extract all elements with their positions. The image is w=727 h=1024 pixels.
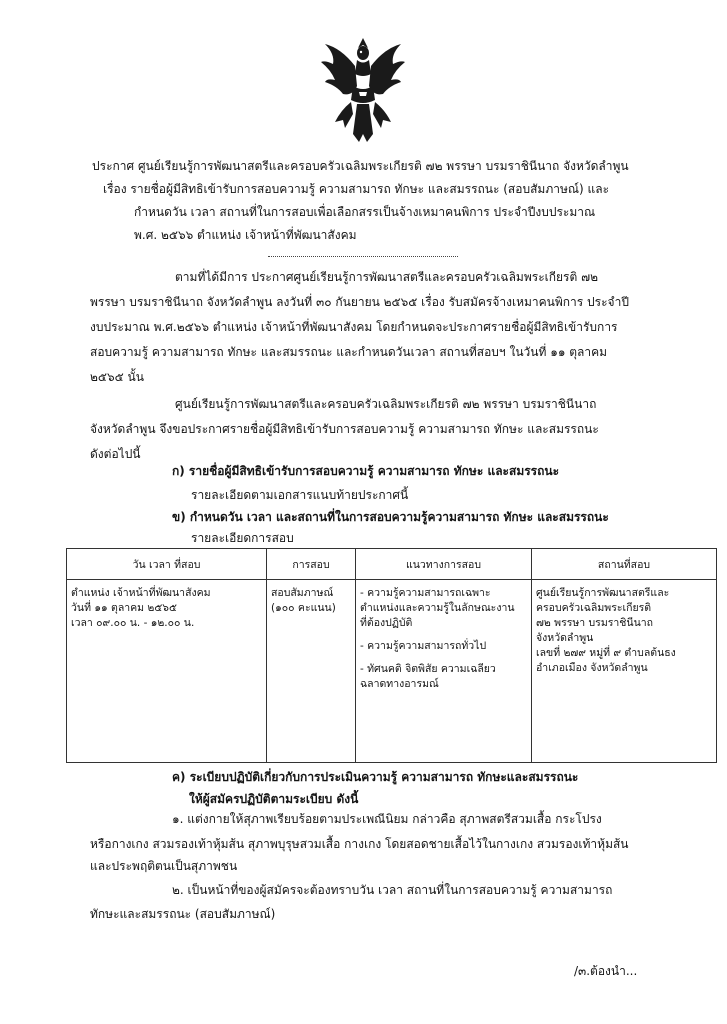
venue-line-6: อำเภอเมือง จังหวัดลำพูน [536,662,648,674]
venue-line-5: เลขที่ ๒๗๙ หมู่ที่ ๙ ตำบลต้นธง [536,647,676,659]
announce-line-1: ศูนย์เรียนรู้การพัฒนาสตรีและครอบครัวเฉลิมพระเกียรติ ๗๒ พรรษา บรมราชินีนาถ [175,397,597,411]
rule-1-line-1: ๑. แต่งกายให้สุภาพเรียบร้อยตามประเพณีนิยม กล่าวคือ สุภาพสตรีสวมเสื้อ กระโปรง [172,812,602,826]
section-c-subtitle: ให้ผู้สมัครปฏิบัติตามระเบียบ ดังนี้ [189,792,359,806]
guideline-2: - ความรู้ความสามารถทั่วไป [360,640,487,652]
intro-line-4: สอบความรู้ ความสามารถ ทักษะ และสมรรถนะ และกำหนดวันเวลา สถานที่สอบฯ ในวันที่ ๑๑ ตุลาคม [90,345,608,359]
venue-line-4: จังหวัดลำพูน [536,632,594,644]
header-exam-guideline: แนวทางการสอบ [356,549,532,580]
cell-venue [532,580,717,763]
announce-line-2: จังหวัดลำพูน จึงขอประกาศรายชื่อผู้มีสิทธิเข้ารับการสอบความรู้ ความสามารถ ทักษะ และสมรรถนะ [90,422,599,436]
garuda-emblem-icon [321,36,406,146]
rule-2-line-2: ทักษะและสมรรถนะ (สอบสัมภาษณ์) [90,907,276,921]
continued-page-marker: /๓.ต้องนำ... [574,964,638,978]
exam-time: เวลา ๐๙.๐๐ น. - ๑๒.๐๐ น. [71,617,195,629]
exam-type: สอบสัมภาษณ์ [271,587,334,599]
rule-2-line-1: ๒. เป็นหน้าที่ของผู้สมัครจะต้องทราบวัน เวลา สถานที่ในการสอบความรู้ ความสามารถ [172,883,613,897]
section-b-title: ข) กำหนดวัน เวลา และสถานที่ในการสอบความรู้ความสามารถ ทักษะ และสมรรถนะ [172,510,609,524]
header-line-2: เรื่อง รายชื่อผู้มีสิทธิเข้ารับการสอบความรู้ ความสามารถ ทักษะ และสมรรถนะ (สอบสัมภาษณ์) และ [103,182,610,196]
separator-dotted-line [268,256,458,257]
intro-line-2: พรรษา บรมราชินีนาถ จังหวัดลำพูน ลงวันที่ ๓๐ กันยายน ๒๕๖๕ เรื่อง รับสมัครจ้างเหมาคนพิการ ประจำปี [90,295,629,309]
cell-guideline [356,580,532,763]
venue-line-2: ครอบครัวเฉลิมพระเกียรติ [536,602,652,614]
header-line-1: ประกาศ ศูนย์เรียนรู้การพัฒนาสตรีและครอบครัวเฉลิมพระเกียรติ ๗๒ พรรษา บรมราชินีนาถ จังหวัดลำพูน [92,159,629,173]
cell-exam-type [267,580,356,763]
guideline-3b: ฉลาดทางอารมณ์ [360,678,439,690]
intro-line-1: ตามที่ได้มีการ ประกาศศูนย์เรียนรู้การพัฒนาสตรีและครอบครัวเฉลิมพระเกียรติ ๗๒ [175,270,599,284]
guideline-1a: - ความรู้ความสามารถเฉพาะ [360,587,491,599]
guideline-1c: ที่ต้องปฏิบัติ [360,617,413,629]
announce-line-3: ดังต่อไปนี้ [90,447,141,461]
exam-score: (๑๐๐ คะแนน) [271,602,336,614]
header-datetime: วัน เวลา ที่สอบ [67,549,267,580]
guideline-3a: - ทัศนคติ จิตพิสัย ความเฉลียว [360,663,496,675]
venue-line-1: ศูนย์เรียนรู้การพัฒนาสตรีและ [536,587,670,599]
exam-date: วันที่ ๑๑ ตุลาคม ๒๕๖๕ [71,602,177,614]
section-c-title: ค) ระเบียบปฏิบัติเกี่ยวกับการประเมินความรู้ ความสามารถ ทักษะและสมรรถนะ [172,770,579,784]
intro-line-3: งบประมาณ พ.ศ.๒๕๖๖ ตำแหน่ง เจ้าหน้าที่พัฒนาสังคม โดยกำหนดจะประกาศรายชื่อผู้มีสิทธิเข้ารับการ [90,320,618,334]
intro-line-5: ๒๕๖๕ นั้น [90,370,144,384]
rule-1-line-2: หรือกางเกง สวมรองเท้าหุ้มส้น สุภาพบุรุษสวมเสื้อ กางเกง โดยสอดชายเสื้อไว้ในกางเกง สวมรองเท้าหุ้มส้น [90,837,629,851]
section-b-detail: รายละเอียดการสอบ [191,531,294,545]
header-line-3: กำหนดวัน เวลา สถานที่ในการสอบเพื่อเลือกสรรเป็นจ้างเหมาคนพิการ ประจำปีงบประมาณ [134,205,596,219]
header-line-4: พ.ศ. ๒๕๖๖ ตำแหน่ง เจ้าหน้าที่พัฒนาสังคม [134,228,357,242]
guideline-1b: ตำแหน่งและความรู้ในลักษณะงาน [360,602,515,614]
header-exam-venue: สถานที่สอบ [532,549,717,580]
venue-line-3: ๗๒ พรรษา บรมราชินีนาถ [536,617,654,629]
position-text: ตำแหน่ง เจ้าหน้าที่พัฒนาสังคม [71,587,211,599]
table-row [67,580,717,763]
header-exam-type: การสอบ [267,549,356,580]
table-header-row [67,549,717,580]
rule-1-line-3: และประพฤติตนเป็นสุภาพชน [90,859,238,873]
exam-schedule-table [66,548,717,763]
section-a-title: ก) รายชื่อผู้มีสิทธิเข้ารับการสอบความรู้ ความสามารถ ทักษะ และสมรรถนะ [172,464,560,478]
cell-datetime [67,580,267,763]
section-a-detail: รายละเอียดตามเอกสารแนบท้ายประกาศนี้ [191,488,409,502]
